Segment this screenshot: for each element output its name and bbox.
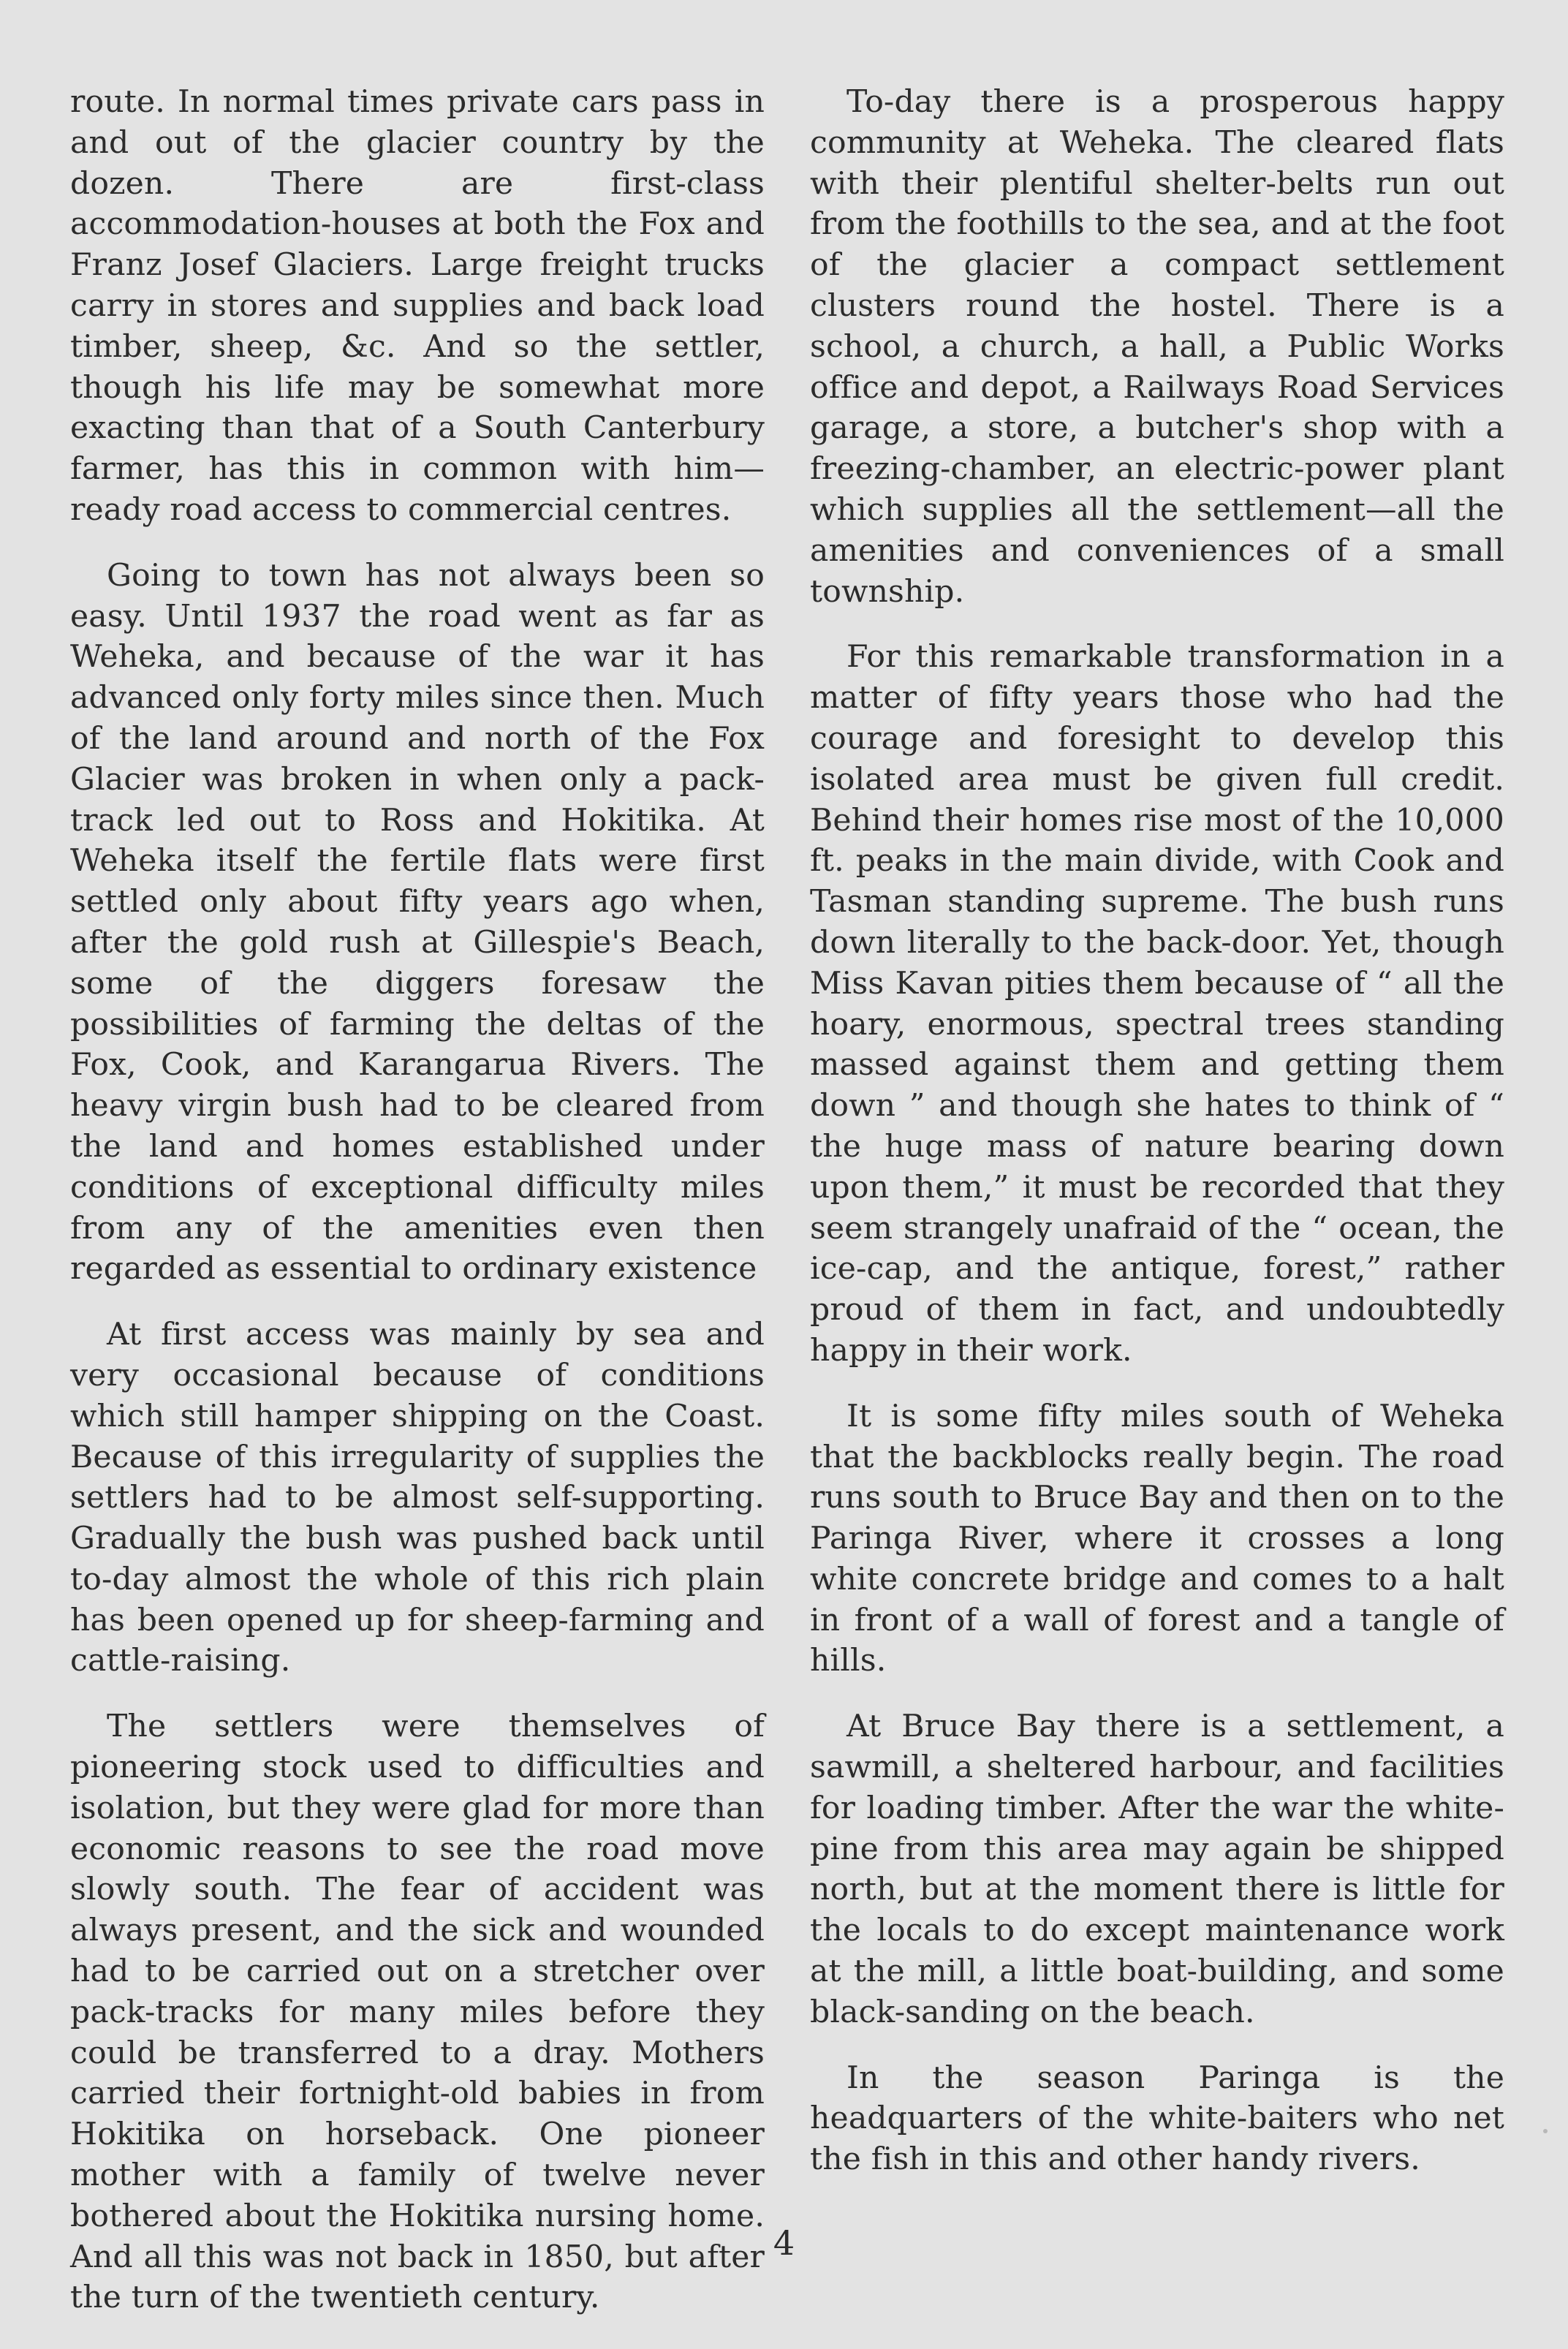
paragraph-first-access: At first access was mainly by sea and very occasional because of conditions which still hamper shipping on the Coast. Because of this irregularity of supplies the settlers had to be almost self-supporting. Gradually the bush was pushed back until to-day almost the whole of this rich plain has been opened up for sheep-farming and cattle-raising. bbox=[70, 1317, 765, 1679]
paragraph-going-to-town: Going to town has not always been so easy. Until 1937 the road went as far as Weheka, and because of the war it has advanced only forty miles since then. Much of the land around and north of the Fox Glacier was broken in when only a pack-track led out to Ross and Hokitika. At Weheka itself the fertile flats were first settled only about fifty years ago when, after the gold rush at Gillespie's Beach, some of the diggers foresaw the possibilities of farming the deltas of the Fox, Cook, and Karangarua Rivers. The heavy virgin bush had to be cleared from the land and homes established under conditions of exceptional difficulty miles from any of the amenities even then regarded as essential to ordinary existence bbox=[70, 557, 765, 1287]
paragraph-road-access: route. In normal times private cars pass in and out of the glacier country by the dozen. There are first-class accommodation-houses at both the Fox and Franz Josef Glaciers. Large freight trucks carry in stores and supplies and back load timber, sheep, &c. And so the settler, though his life may be somewhat more exacting than that of a South Canterbury farmer, has this in common with him—ready road access to commercial centres. bbox=[70, 84, 765, 528]
paragraph-today-weheka: To-day there is a prosperous happy community at Weheka. The cleared flats with their plentiful shelter-belts run out from the foothills to the sea, and at the foot of the glacier a compact settlement clusters round the hostel. There is a school, a church, a hall, a Public Works office and depot, a Railways Road Services garage, a store, a butcher's shop with a freezing-chamber, an electric-power plant which supplies all the settlement—all the amenities and conveniences of a small township. bbox=[810, 84, 1504, 610]
paragraph-backblocks: It is some fifty miles south of Weheka that the backblocks really begin. The road runs south to Bruce Bay and then on to the Paringa River, where it crosses a long white concrete bridge and comes to a halt in front of a wall of forest and a tangle of hills. bbox=[810, 1398, 1504, 1679]
page-number: 4 bbox=[773, 2223, 795, 2263]
paragraph-transformation: For this remarkable transformation in a matter of fifty years those who had the courage and foresight to develop this isolated area must be given full credit. Behind their homes rise most of the 10,000 ft. peaks in the main divide, with Cook and Tasman standing supreme. The bush runs down literally to the back-door. Yet, though Miss Kavan pities them because of “ all the hoary, enormous, spectral trees standing massed against them and getting them down ” and though she hates to think of “ the huge mass of nature bearing down upon them,” it must be recorded that they seem strangely unafraid of the “ ocean, the ice-cap, and the antique, forest,” rather proud of them in fact, and undoubtedly happy in their work. bbox=[810, 639, 1504, 1369]
right-column bbox=[810, 82, 1504, 2205]
paragraph-paringa: In the season Paringa is the headquarters of the white-baiters who net the fish in this and other handy rivers. bbox=[810, 2059, 1504, 2178]
paragraph-bruce-bay: At Bruce Bay there is a settlement, a sawmill, a sheltered harbour, and facilities for loading timber. After the war the white-pine from this area may again be shipped north, but at the moment there is little for the locals to do except maintenance work at the mill, a little boat-building, and some black-sanding on the beach. bbox=[810, 1709, 1504, 2030]
paragraph-settlers: The settlers were themselves of pioneering stock used to difficulties and isolation, but they were glad for more than economic reasons to see the road move slowly south. The fear of accident was always present, and the sick and wounded had to be carried out on a stretcher over pack-tracks for many miles before they could be transferred to a dray. Mothers carried their fortnight-old babies in from Hokitika on horseback. One pioneer mother with a family of twelve never bothered about the Hokitika nursing home. And all this was not back in 1850, but after the turn of the twentieth century. bbox=[70, 1709, 765, 2316]
left-column bbox=[70, 82, 765, 2343]
paper-speck bbox=[1543, 2129, 1548, 2133]
